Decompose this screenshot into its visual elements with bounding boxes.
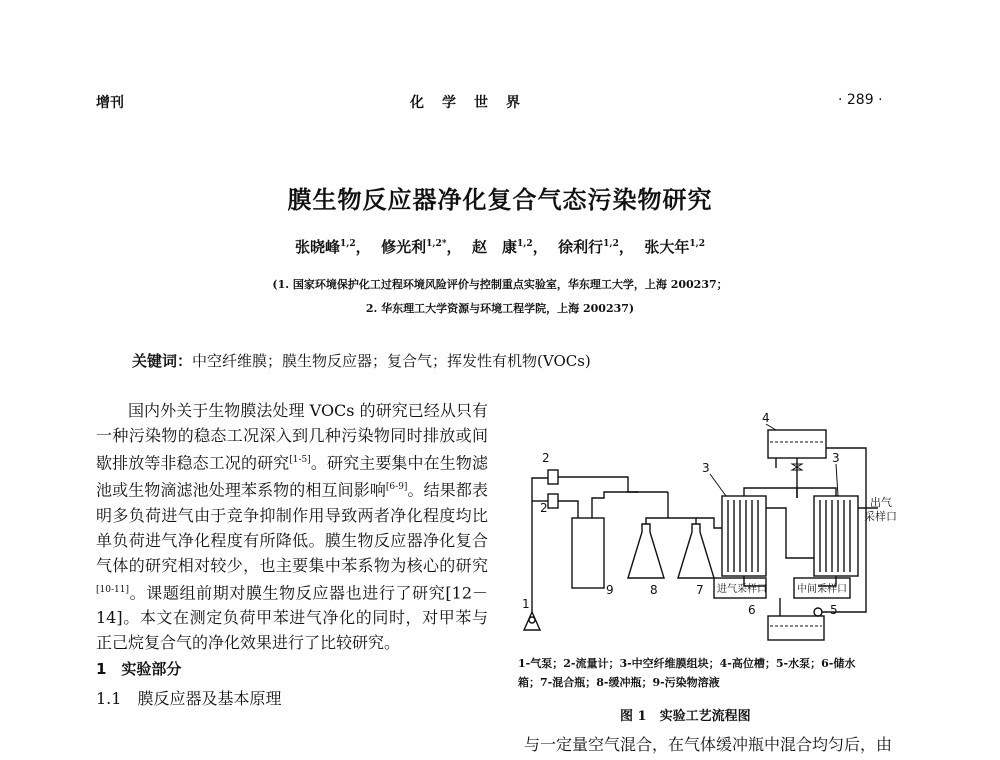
author: 赵 康$^{1,2}$， — [472, 238, 548, 256]
storage-tank — [768, 616, 824, 640]
air-pump — [524, 612, 540, 630]
label-membrane-module: 3 — [702, 461, 710, 475]
flowmeter-bottom — [548, 494, 558, 508]
intro-paragraph: 国内外关于生物膜法处理 VOCs 的研究已经从只有一种污染物的稳态工况深入到几种污染物同时排放或间歇排放等非稳态工况的研究[1-5]。研究主要集中在生物滤池或生物滴滤池处理苯系物的相互间影响[6-9]。结果都表明多负荷进气由于竞争抑制作用导致两者净化程度均比单负荷进气净化程度有所降低。膜生物反应器净化复合气体的研究相对较少，也主要集中苯系物为核心的研究[10-11]。课题组前期对膜生物反应器也进行了研究[12－14]。本文在测定负荷甲苯进气净化的同时，对甲苯与正己烷复合气的净化效果进行了比较研究。 — [96, 401, 488, 652]
body-left-column — [96, 398, 488, 711]
author: 修光利$^{1,2*}$， — [381, 238, 462, 256]
section-heading: 1 实验部分 — [96, 659, 182, 678]
mixing-bottle — [678, 524, 714, 578]
label-pollutant-bottle: 9 — [606, 583, 614, 597]
subsection-heading: 1.1 膜反应器及基本原理 — [96, 688, 282, 708]
label-membrane-module: 3 — [832, 451, 840, 465]
label-flowmeter: 2 — [540, 501, 548, 515]
label-flowmeter: 2 — [542, 451, 550, 465]
citation: [10-11] — [96, 584, 129, 595]
high-level-tank — [768, 430, 826, 458]
label-high-tank: 4 — [762, 411, 770, 425]
page-number: · 289 · — [838, 92, 883, 108]
pollutant-bottle — [572, 518, 604, 588]
label-middle-sampling-port: 中间采样口 — [797, 584, 847, 595]
label-inlet-sampling-port: 进气采样口 — [717, 584, 767, 595]
label-outlet-port: 采样口 — [864, 510, 897, 523]
label-air-pump: 1 — [522, 597, 530, 611]
author-list — [0, 236, 1000, 257]
label-buffer-bottle: 8 — [650, 583, 658, 597]
affiliation-line-1: (1. 国家环境保护化工过程环境风险评价与控制重点实验室，华东理工大学，上海 200237； — [272, 278, 728, 291]
label-storage-tank: 6 — [748, 603, 756, 617]
citation: [1-5] — [289, 455, 311, 465]
buffer-bottle — [628, 524, 664, 578]
author: 徐利行$^{1,2}$， — [558, 238, 634, 256]
journal-issue-label: 增刊 — [96, 95, 124, 111]
figure-legend: 1-气泵；2-流量计；3-中空纤维膜组块；4-高位槽；5-水泵；6-储水 箱；7-混合瓶；8-缓冲瓶；9-污染物溶液 — [518, 657, 856, 689]
journal-name: 化 学 世 界 — [410, 95, 522, 111]
body-right-column-line: 与一定量空气混合，在气体缓冲瓶中混合均匀后，由 — [524, 735, 893, 754]
water-pump — [814, 608, 822, 616]
figure-title: 图 1 实验工艺流程图 — [620, 709, 751, 724]
citation: [6-9] — [385, 482, 408, 493]
label-water-pump: 5 — [830, 603, 838, 617]
keywords-label: 关键词： — [132, 352, 193, 370]
keywords-text: 中空纤维膜；膜生物反应器；复合气；挥发性有机物(VOCs) — [192, 352, 591, 370]
label-mixing-bottle: 7 — [696, 583, 704, 597]
affiliation-line-2: 2. 华东理工大学资源与环境工程学院，上海 200237) — [365, 302, 635, 315]
process-flow-diagram — [518, 408, 908, 648]
paper-title: 膜生物反应器净化复合气态污染物研究 — [287, 186, 713, 214]
keywords — [132, 350, 591, 371]
flowmeter-top — [548, 470, 558, 484]
label-outlet: 出气 — [870, 496, 892, 509]
author: 张大年$^{1,2}$ — [644, 238, 705, 256]
author: 张晓峰$^{1,2}$， — [294, 238, 371, 256]
